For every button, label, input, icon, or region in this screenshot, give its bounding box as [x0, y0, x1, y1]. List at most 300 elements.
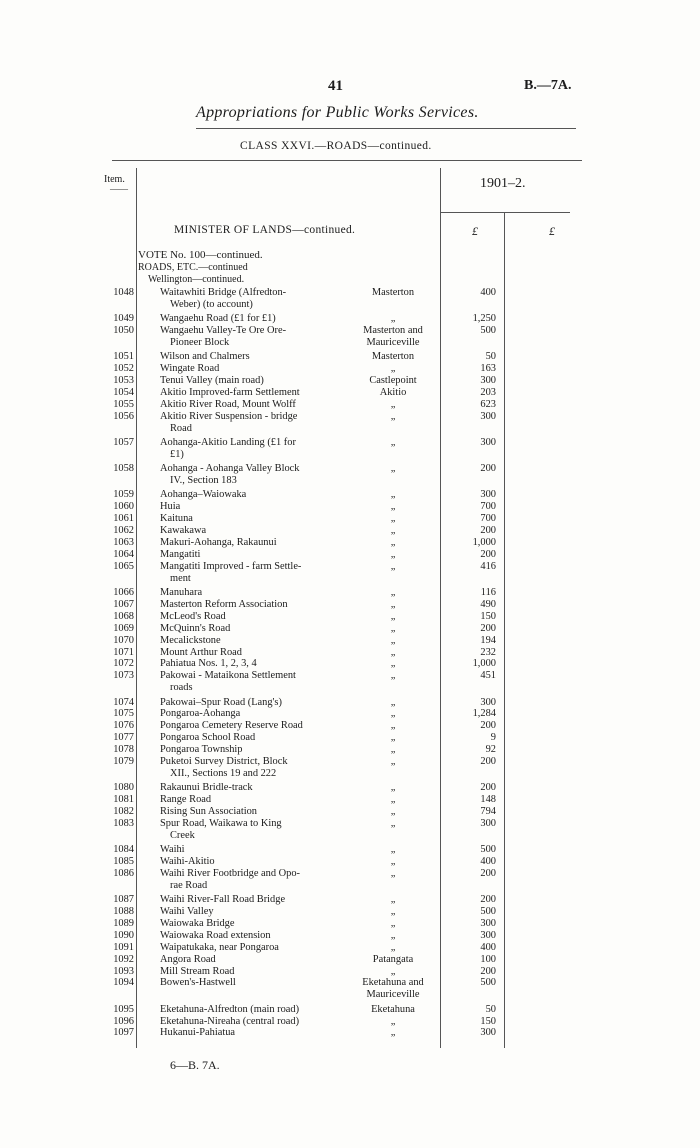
item-description	[160, 623, 356, 635]
item-district-line: „	[390, 794, 396, 806]
item-description	[160, 966, 356, 978]
item-description-line: Mangatiti	[160, 548, 201, 560]
item-number: 1063	[113, 537, 134, 548]
item-description	[160, 489, 356, 501]
item-description	[160, 647, 356, 659]
item-description-line: Masterton Reform Association	[160, 598, 288, 610]
item-district	[350, 1016, 436, 1028]
item-number: 1086	[113, 867, 134, 879]
item-district-line: „	[390, 929, 396, 941]
item-description-line: McQuinn's Road	[160, 622, 231, 634]
item-district-continuation: Mauriceville	[366, 337, 420, 349]
item-district	[350, 697, 436, 709]
item-description	[160, 599, 356, 611]
item-number: 1069	[113, 622, 134, 634]
item-district-line: „	[390, 622, 396, 634]
item-district	[350, 720, 436, 732]
item-district	[350, 647, 436, 659]
item-amount: 200	[480, 894, 496, 906]
wellington-line: Wellington—continued.	[148, 274, 245, 285]
item-amount: 300	[480, 375, 496, 387]
item-description	[160, 954, 356, 966]
item-amount: 1,284	[472, 708, 496, 720]
item-description-line: Eketahuna-Alfredton (main road)	[160, 1003, 300, 1015]
item-amount: 200	[480, 720, 496, 732]
item-amount: 200	[480, 867, 496, 879]
item-description	[160, 611, 356, 623]
item-number: 1089	[113, 917, 134, 929]
item-amount: 150	[480, 610, 496, 622]
item-number: 1061	[113, 513, 134, 525]
item-district	[350, 611, 436, 623]
item-description-line: Waihi River Footbridge and Opo-	[160, 867, 300, 879]
item-district	[350, 744, 436, 756]
item-description	[160, 844, 356, 856]
item-district	[350, 635, 436, 647]
item-district	[350, 363, 436, 375]
item-description-line: Pongaroa Cemetery Reserve Road	[160, 720, 303, 732]
item-description	[160, 549, 356, 561]
item-amount: 300	[480, 817, 496, 829]
item-amount: 300	[480, 917, 496, 929]
item-description-line: Aohanga–Waiowaka	[160, 489, 247, 501]
item-district	[350, 894, 436, 906]
item-district-continuation: Mauriceville	[366, 989, 420, 1001]
item-number: 1085	[113, 856, 134, 867]
item-description-line: Wilson and Chalmers	[160, 351, 250, 363]
item-amount: 163	[480, 363, 496, 375]
item-district	[350, 1027, 436, 1039]
item-description-continuation: rae Road	[170, 879, 208, 891]
year-rule	[440, 212, 570, 213]
item-number: 1051	[113, 351, 134, 363]
item-number: 1060	[113, 501, 134, 513]
item-description	[160, 1027, 356, 1039]
item-number: 1050	[113, 325, 134, 337]
item-number: 1052	[113, 363, 134, 375]
item-district	[350, 537, 436, 549]
item-district	[350, 489, 436, 501]
item-amount: 116	[480, 587, 496, 598]
item-description-line: Aohanga - Aohanga Valley Block	[160, 463, 300, 475]
item-amount: 203	[480, 387, 496, 398]
item-district	[350, 906, 436, 918]
item-description-line: Waipatukaka, near Pongaroa	[160, 941, 279, 953]
item-number: 1064	[113, 548, 134, 560]
item-number: 1080	[113, 782, 134, 794]
item-district-line: „	[390, 720, 396, 732]
item-amount: 50	[485, 351, 496, 363]
item-description	[160, 537, 356, 549]
item-district-line: „	[390, 844, 396, 856]
year-heading: 1901–2.	[480, 176, 526, 191]
item-district-line: „	[390, 906, 396, 917]
page-title: Appropriations for Public Works Services.	[196, 104, 479, 121]
item-number: 1055	[113, 398, 134, 410]
item-number: 1067	[113, 598, 134, 610]
item-amount: 500	[480, 906, 496, 917]
item-amount: 200	[480, 548, 496, 560]
item-district-line: „	[390, 525, 396, 537]
item-district	[350, 587, 436, 599]
item-column-rule	[136, 168, 137, 1048]
item-description-line: Wangaehu Valley-Te Ore Ore-	[160, 325, 287, 337]
item-amount: 500	[480, 325, 496, 337]
item-amount: 300	[480, 1027, 496, 1039]
item-description	[160, 1016, 356, 1028]
class-title: CLASS XXVI.—ROADS—continued.	[240, 140, 432, 152]
section-heading: MINISTER OF LANDS—continued.	[174, 224, 356, 236]
item-description-line: Kawakawa	[160, 525, 207, 537]
item-district-line: Masterton and	[363, 325, 423, 337]
item-district-line: „	[390, 598, 396, 610]
item-description	[160, 744, 356, 756]
item-district-line: „	[390, 398, 396, 410]
item-district	[350, 411, 436, 423]
item-district	[350, 844, 436, 856]
item-description-line: Makuri-Aohanga, Rakaunui	[160, 537, 277, 548]
item-description	[160, 894, 356, 906]
item-description-continuation: ment	[170, 572, 191, 584]
item-amount: 200	[480, 782, 496, 794]
item-description	[160, 856, 356, 868]
item-description-line: Kaituna	[160, 513, 193, 525]
item-district-line: „	[390, 313, 396, 325]
item-description-line: Akitio Improved-farm Settlement	[160, 387, 300, 398]
item-description-line: Waihi River-Fall Road Bridge	[160, 894, 286, 906]
item-district	[350, 387, 436, 399]
item-amount: 700	[480, 513, 496, 525]
item-district-line: „	[390, 756, 396, 767]
item-district	[350, 501, 436, 513]
item-district-line: „	[390, 817, 396, 829]
item-number: 1074	[113, 696, 134, 708]
item-district	[350, 313, 436, 325]
item-district	[350, 599, 436, 611]
item-number: 1062	[113, 525, 134, 537]
item-district-line: „	[390, 732, 396, 744]
item-number: 1096	[113, 1015, 134, 1027]
item-description-line: Angora Road	[160, 953, 216, 965]
item-district	[350, 658, 436, 670]
item-district	[350, 623, 436, 635]
item-district-line: „	[390, 560, 396, 572]
item-amount: 500	[480, 844, 496, 856]
item-amount: 50	[485, 1003, 496, 1015]
item-district-line: „	[390, 587, 396, 598]
pound-heading-1: £	[472, 224, 478, 238]
item-description-continuation: Pioneer Block	[170, 337, 230, 349]
item-description	[160, 399, 356, 411]
item-number: 1065	[113, 560, 134, 572]
item-description-line: Hukanui-Pahiatua	[160, 1027, 236, 1039]
item-description	[160, 463, 356, 487]
item-description	[160, 708, 356, 720]
item-district-line: „	[390, 894, 396, 906]
item-district	[350, 351, 436, 363]
item-number: 1070	[113, 634, 134, 646]
item-district	[350, 930, 436, 942]
item-number: 1079	[113, 756, 134, 767]
item-district-line: „	[390, 917, 396, 929]
item-description-line: Mangatiti Improved - farm Settle-	[160, 560, 302, 572]
item-district-line: „	[390, 744, 396, 756]
item-district	[350, 549, 436, 561]
item-district	[350, 287, 436, 299]
item-district	[350, 732, 436, 744]
title-rule	[196, 128, 576, 129]
item-amount: 451	[480, 670, 496, 682]
item-district-line: „	[390, 708, 396, 720]
item-district-line: „	[390, 670, 396, 682]
item-amount: 400	[480, 287, 496, 298]
item-district-line: Eketahuna and	[362, 977, 424, 989]
item-amount: 9	[490, 732, 496, 744]
item-description	[160, 782, 356, 794]
item-district-line: „	[390, 501, 396, 513]
item-district-line: „	[390, 941, 396, 953]
item-description	[160, 977, 356, 989]
item-district	[350, 375, 436, 387]
item-number: 1088	[113, 906, 134, 917]
item-number: 1082	[113, 806, 134, 817]
item-description-continuation: IV., Section 183	[170, 475, 237, 487]
item-number: 1056	[113, 410, 134, 422]
item-amount: 1,250	[472, 313, 496, 325]
item-description-line: Waiowaka Bridge	[160, 917, 235, 929]
item-amount: 300	[480, 696, 496, 708]
item-amount: 400	[480, 856, 496, 867]
item-district-line: „	[390, 489, 396, 501]
item-description-line: Puketoi Survey District, Block	[160, 756, 288, 767]
item-number: 1091	[113, 941, 134, 953]
item-amount: 700	[480, 501, 496, 513]
item-district-line: „	[390, 658, 396, 670]
item-district	[350, 437, 436, 449]
item-number: 1077	[113, 732, 134, 744]
item-number: 1078	[113, 744, 134, 756]
item-description-line: Pongaroa Township	[160, 744, 243, 756]
item-description-line: Pakowai - Mataikona Settlement	[160, 670, 296, 682]
item-description-continuation: Creek	[170, 829, 195, 841]
item-amount: 200	[480, 965, 496, 977]
item-amount: 100	[480, 953, 496, 965]
item-amount: 300	[480, 410, 496, 422]
item-number: 1090	[113, 929, 134, 941]
item-amount: 200	[480, 525, 496, 537]
item-district	[350, 942, 436, 954]
item-number: 1053	[113, 375, 134, 387]
item-description	[160, 868, 356, 892]
item-number: 1087	[113, 894, 134, 906]
page-number: 41	[328, 78, 343, 94]
item-description-line: Manuhara	[160, 587, 203, 598]
item-description-line: Range Road	[160, 794, 212, 806]
item-description	[160, 670, 356, 694]
item-district	[350, 966, 436, 978]
item-district-line: „	[390, 537, 396, 548]
item-district-line: „	[390, 410, 396, 422]
item-amount: 623	[480, 398, 496, 410]
item-description	[160, 697, 356, 709]
item-district	[350, 525, 436, 537]
item-description	[160, 325, 356, 349]
item-district-line: Castlepoint	[369, 375, 417, 387]
item-district	[350, 708, 436, 720]
item-district-line: „	[390, 363, 396, 375]
item-description-continuation: Road	[170, 422, 192, 434]
amount-column-rule	[504, 212, 505, 1048]
item-district	[350, 325, 436, 349]
item-amount: 300	[480, 929, 496, 941]
item-description	[160, 818, 356, 842]
item-district-line: „	[390, 513, 396, 525]
item-description-line: Waihi-Akitio	[160, 856, 215, 867]
item-district	[350, 670, 436, 682]
item-description	[160, 375, 356, 387]
item-amount: 300	[480, 489, 496, 501]
item-description	[160, 501, 356, 513]
table-top-rule	[112, 160, 582, 161]
item-amount: 490	[480, 598, 496, 610]
item-district	[350, 818, 436, 830]
item-district-line: „	[390, 1015, 396, 1027]
item-district-line: „	[390, 696, 396, 708]
item-district-line: „	[390, 867, 396, 879]
item-district-line: „	[390, 856, 396, 867]
item-district-line: „	[390, 634, 396, 646]
item-description	[160, 587, 356, 599]
item-district-line: Akitio	[379, 387, 407, 398]
item-description-line: Eketahuna-Nireaha (central road)	[160, 1015, 300, 1027]
item-heading-dash: ——	[110, 184, 128, 194]
item-number: 1081	[113, 794, 134, 806]
item-description-continuation: £1)	[170, 449, 184, 460]
item-district-line: „	[390, 437, 396, 448]
item-number: 1054	[113, 387, 134, 398]
item-district	[350, 782, 436, 794]
item-district	[350, 794, 436, 806]
item-number: 1066	[113, 587, 134, 598]
item-number: 1093	[113, 965, 134, 977]
item-amount: 150	[480, 1015, 496, 1027]
item-district	[350, 856, 436, 868]
item-description	[160, 351, 356, 363]
item-description	[160, 561, 356, 585]
item-description-line: Akitio River Suspension - bridge	[160, 410, 298, 422]
item-description	[160, 906, 356, 918]
item-number: 1084	[113, 844, 134, 856]
item-description-line: Waihi	[160, 844, 185, 856]
item-district-line: Masterton	[371, 287, 415, 298]
footer-signature: 6—B. 7A.	[170, 1058, 220, 1072]
item-description	[160, 794, 356, 806]
item-description-line: Bowen's-Hastwell	[160, 977, 236, 989]
item-description-line: Huia	[160, 501, 181, 513]
item-description-line: Tenui Valley (main road)	[160, 375, 264, 387]
item-amount: 300	[480, 437, 496, 448]
item-number: 1072	[113, 658, 134, 670]
item-description-line: Rising Sun Association	[160, 806, 257, 817]
item-district	[350, 513, 436, 525]
item-district-line: „	[390, 782, 396, 794]
item-district-line: „	[390, 1027, 396, 1039]
item-district-line: „	[390, 646, 396, 658]
item-description	[160, 918, 356, 930]
item-number: 1092	[113, 953, 134, 965]
vote-line: VOTE No. 100—continued.	[138, 249, 263, 261]
item-district-line: Eketahuna	[371, 1003, 415, 1015]
item-number: 1057	[113, 437, 134, 448]
item-district	[350, 806, 436, 818]
item-description-continuation: Weber) (to account)	[170, 299, 253, 310]
item-district	[350, 756, 436, 768]
item-description-line: Pongaroa-Aohanga	[160, 708, 241, 720]
item-description-line: Wangaehu Road (£1 for £1)	[160, 313, 276, 325]
item-description	[160, 313, 356, 325]
item-description-line: Waitawhiti Bridge (Alfredton-	[160, 287, 287, 298]
item-district-line: Masterton	[371, 351, 415, 363]
item-number: 1059	[113, 489, 134, 501]
item-district-line: Patangata	[372, 953, 414, 965]
item-description	[160, 756, 356, 780]
item-description	[160, 1004, 356, 1016]
item-district	[350, 399, 436, 411]
item-amount: 1,000	[472, 658, 496, 670]
item-description	[160, 720, 356, 732]
item-district	[350, 918, 436, 930]
item-description-line: Mount Arthur Road	[160, 646, 242, 658]
item-description	[160, 635, 356, 647]
item-amount: 200	[480, 622, 496, 634]
item-district	[350, 954, 436, 966]
item-amount: 400	[480, 941, 496, 953]
item-number: 1097	[113, 1027, 134, 1039]
item-description-line: Pahiatua Nos. 1, 2, 3, 4	[160, 658, 257, 670]
item-number: 1071	[113, 646, 134, 658]
item-description	[160, 525, 356, 537]
item-description-line: Waiowaka Road extension	[160, 929, 271, 941]
item-number: 1076	[113, 720, 134, 732]
item-description	[160, 387, 356, 399]
item-description-line: Waihi Valley	[160, 906, 214, 917]
item-description	[160, 287, 356, 311]
item-amount: 148	[480, 794, 496, 806]
item-description-line: Mill Stream Road	[160, 965, 235, 977]
item-district	[350, 463, 436, 475]
item-description	[160, 411, 356, 435]
item-amount: 1,000	[472, 537, 496, 548]
item-description	[160, 513, 356, 525]
item-district	[350, 977, 436, 1001]
item-amount: 194	[480, 634, 496, 646]
item-number: 1083	[113, 817, 134, 829]
item-description-line: Spur Road, Waikawa to King	[160, 817, 282, 829]
item-description	[160, 732, 356, 744]
item-number: 1095	[113, 1003, 134, 1015]
item-description-line: Mecalickstone	[160, 634, 221, 646]
item-description	[160, 806, 356, 818]
item-description	[160, 930, 356, 942]
item-number: 1073	[113, 670, 134, 682]
item-district	[350, 868, 436, 880]
item-description	[160, 942, 356, 954]
item-description-line: Pakowai–Spur Road (Lang's)	[160, 696, 282, 708]
item-district	[350, 561, 436, 573]
document-reference: B.—7A.	[524, 78, 572, 93]
item-amount: 232	[480, 646, 496, 658]
item-number: 1075	[113, 708, 134, 720]
